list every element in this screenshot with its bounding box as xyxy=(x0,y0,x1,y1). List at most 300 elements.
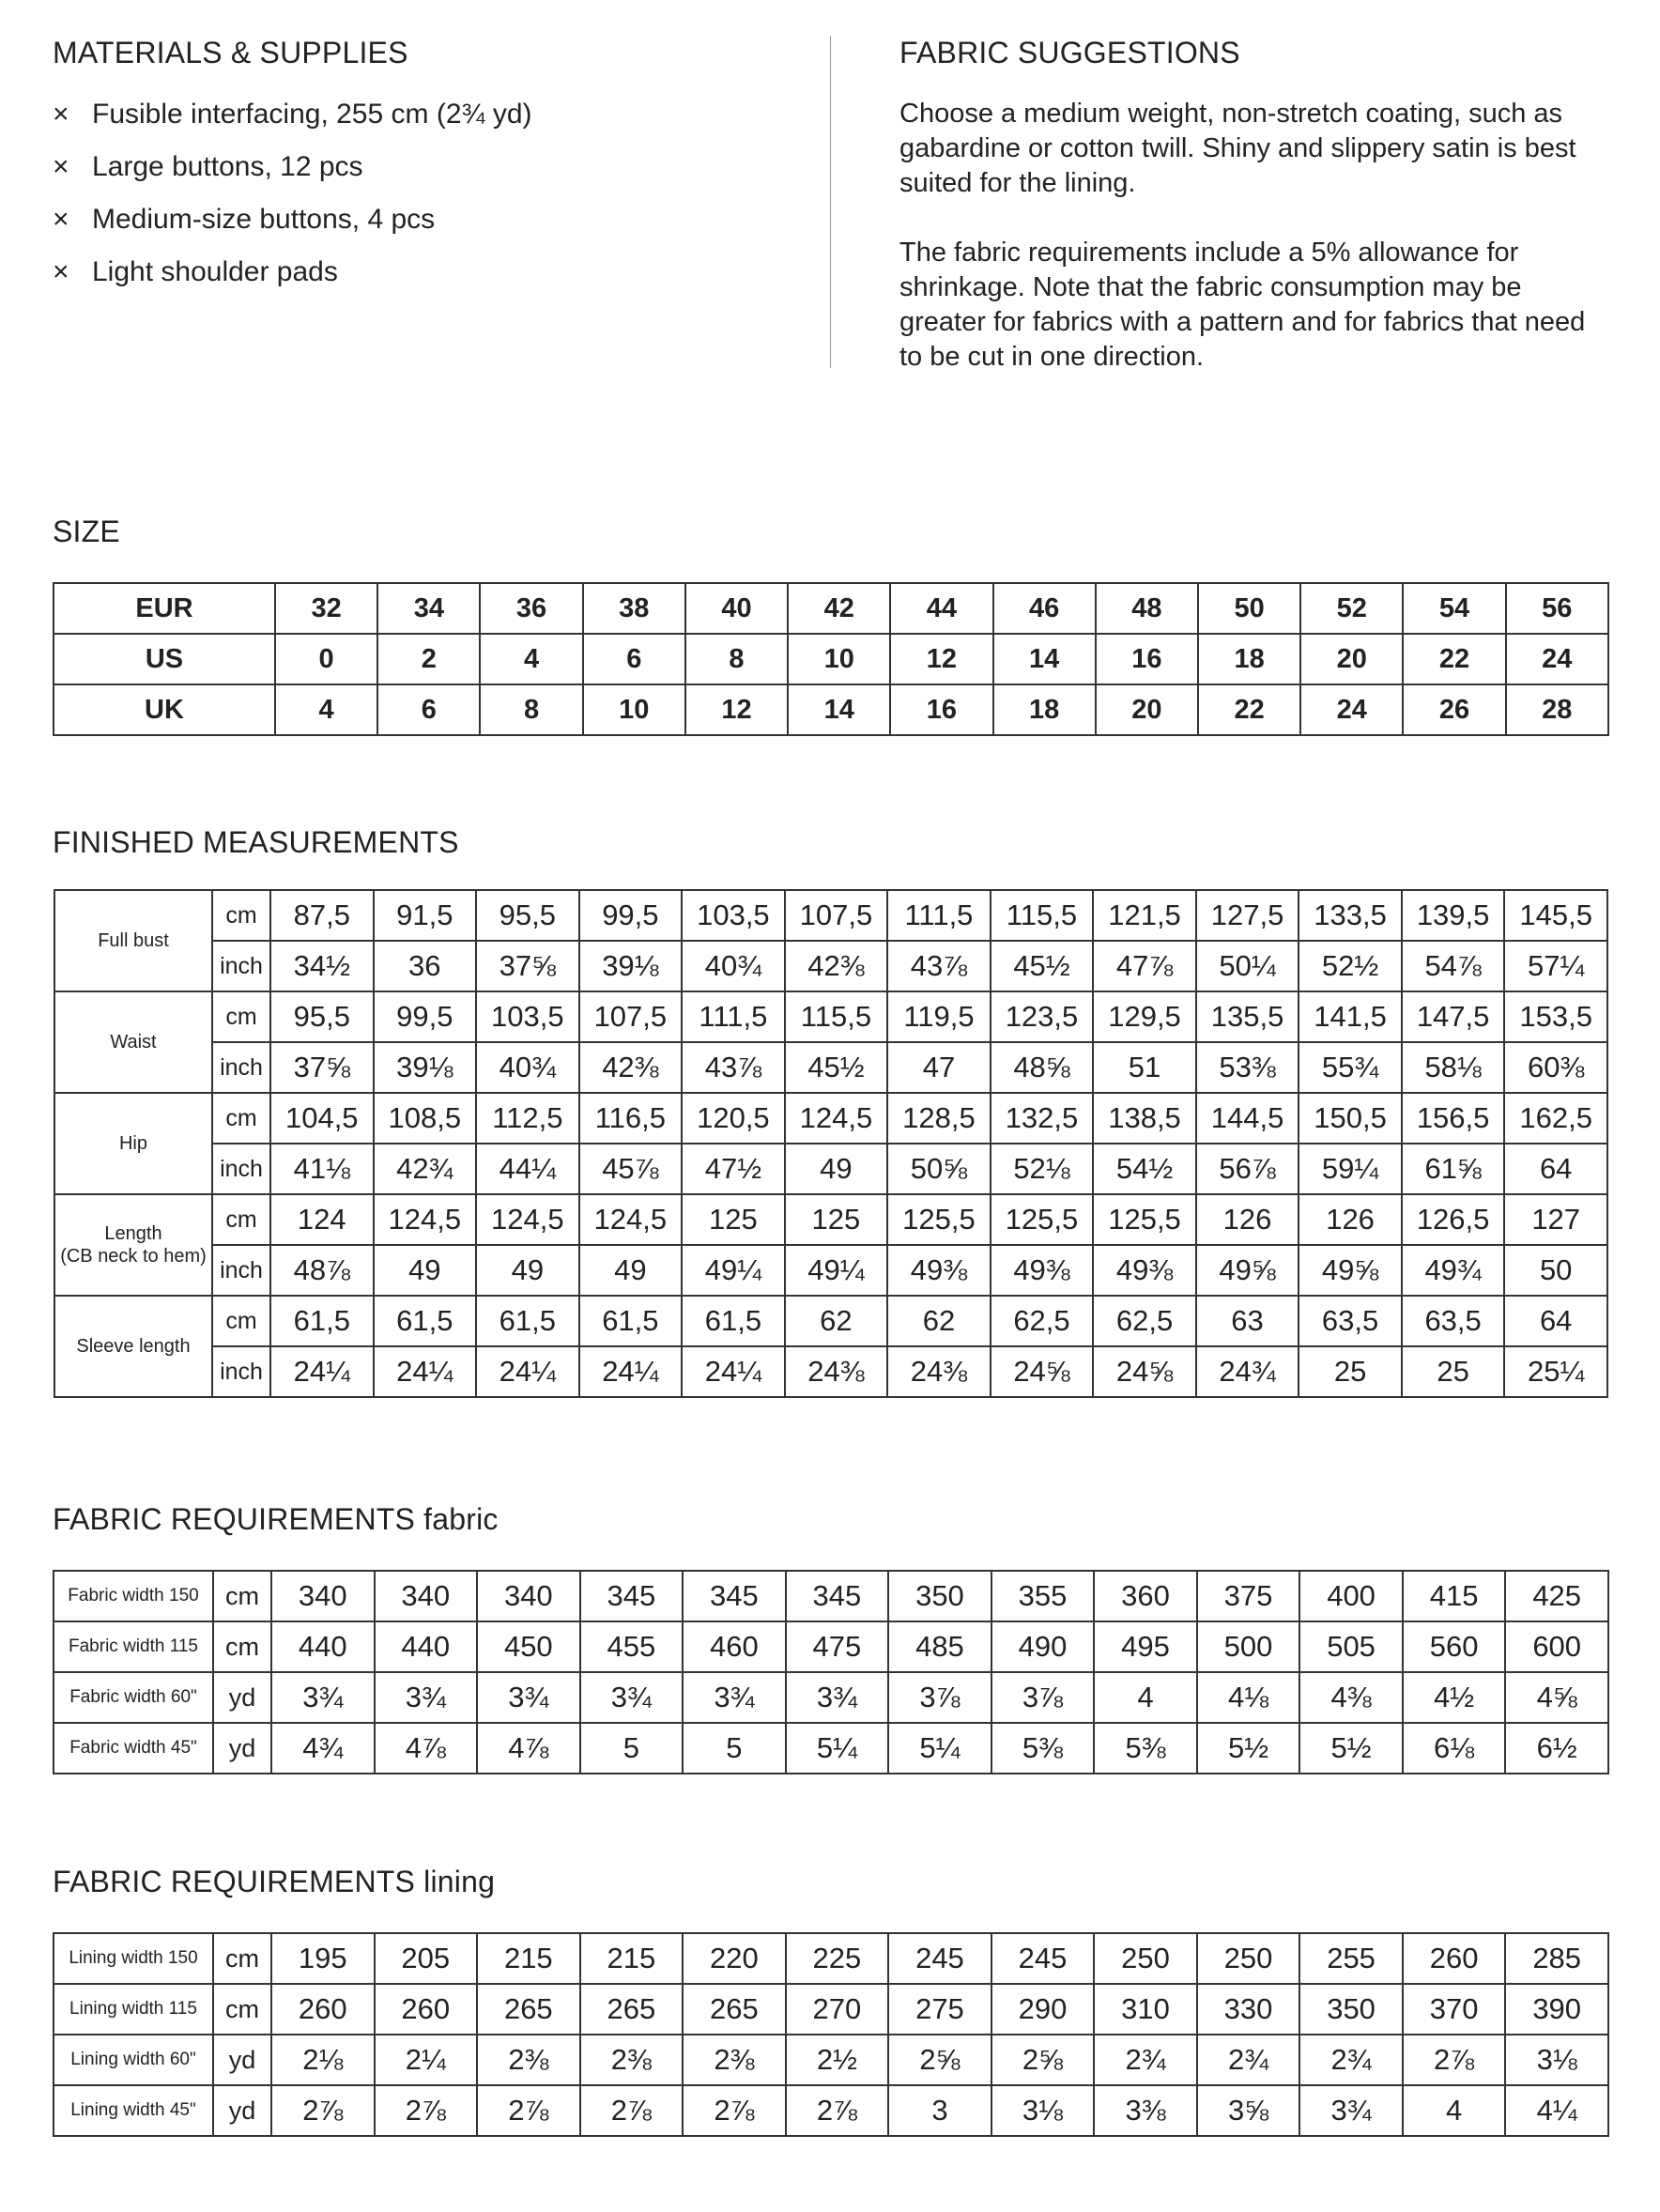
measurement-value-inch: 57¼ xyxy=(1504,941,1607,991)
measurement-value-cm: 61,5 xyxy=(270,1296,374,1346)
measurement-value-cm: 111,5 xyxy=(887,890,991,941)
size-row xyxy=(54,634,1608,684)
measurement-value-cm: 61,5 xyxy=(476,1296,579,1346)
measurement-value-inch: 24¼ xyxy=(682,1346,785,1397)
measurement-value-cm: 120,5 xyxy=(682,1093,785,1144)
size-value: 42 xyxy=(788,583,890,634)
measurement-value-inch: 42⅜ xyxy=(579,1042,683,1093)
requirement-value: 455 xyxy=(580,1621,684,1672)
unit-label: yd xyxy=(213,2035,271,2085)
measurement-value-cm: 103,5 xyxy=(682,890,785,941)
measurement-value-inch: 49 xyxy=(785,1144,888,1194)
fabric-suggestions-heading: FABRIC SUGGESTIONS xyxy=(899,36,1240,69)
measurement-row-inch xyxy=(54,1346,1607,1397)
measurement-value-cm: 127,5 xyxy=(1196,890,1299,941)
measurement-value-inch: 40¾ xyxy=(682,941,785,991)
measurement-name: Waist xyxy=(110,1032,157,1052)
measurement-value-cm: 135,5 xyxy=(1196,991,1299,1042)
measurement-value-inch: 49 xyxy=(579,1245,683,1296)
measurement-value-cm: 62 xyxy=(785,1296,888,1346)
size-value: 4 xyxy=(480,634,582,684)
measurement-value-cm: 112,5 xyxy=(476,1093,579,1144)
requirement-value: 340 xyxy=(477,1571,580,1621)
measurement-row-cm xyxy=(54,1093,1607,1144)
requirement-value: 5¼ xyxy=(888,1723,991,1774)
requirement-value: 350 xyxy=(1299,1984,1403,2035)
measurement-value-inch: 44¼ xyxy=(476,1144,579,1194)
measurement-value-cm: 145,5 xyxy=(1504,890,1607,941)
materials-heading: MATERIALS & SUPPLIES xyxy=(53,36,408,69)
measurement-value-inch: 51 xyxy=(1093,1042,1196,1093)
size-system-label: UK xyxy=(54,684,275,735)
cross-icon: × xyxy=(53,99,69,130)
lining-requirements-heading: FABRIC REQUIREMENTS lining xyxy=(53,1865,496,1898)
size-value: 12 xyxy=(890,634,992,684)
requirement-value: 290 xyxy=(991,1984,1095,2035)
measurement-value-inch: 58⅛ xyxy=(1402,1042,1505,1093)
measurement-label xyxy=(54,1093,212,1194)
requirement-value: 475 xyxy=(786,1621,889,1672)
requirement-value: 3⅛ xyxy=(991,2085,1095,2136)
measurement-value-inch: 64 xyxy=(1504,1144,1607,1194)
requirement-value: 3⅜ xyxy=(1094,2085,1197,2136)
requirement-value: 3¾ xyxy=(580,1672,684,1723)
measurement-value-cm: 132,5 xyxy=(991,1093,1094,1144)
finished-measurements-table xyxy=(54,889,1608,1398)
size-value: 28 xyxy=(1506,684,1608,735)
measurement-value-cm: 116,5 xyxy=(579,1093,683,1144)
size-heading: SIZE xyxy=(53,515,120,548)
unit-label: cm xyxy=(212,1296,270,1346)
requirement-value: 355 xyxy=(991,1571,1095,1621)
measurement-value-inch: 24⅝ xyxy=(1093,1346,1196,1397)
fabric-requirements-heading: FABRIC REQUIREMENTS fabric xyxy=(53,1502,499,1536)
requirement-value: 415 xyxy=(1403,1571,1506,1621)
requirement-value: 5 xyxy=(580,1723,684,1774)
requirement-value: 2⅜ xyxy=(477,2035,580,2085)
measurement-sublabel: (CB neck to hem) xyxy=(60,1246,207,1267)
list-item xyxy=(53,88,785,141)
measurement-value-inch: 24¼ xyxy=(579,1346,683,1397)
measurement-value-cm: 121,5 xyxy=(1093,890,1196,941)
size-value: 38 xyxy=(583,583,685,634)
measurement-value-cm: 107,5 xyxy=(579,991,683,1042)
unit-label: yd xyxy=(213,1723,271,1774)
measurement-value-inch: 24⅜ xyxy=(785,1346,888,1397)
size-value: 52 xyxy=(1300,583,1403,634)
measurement-value-cm: 125 xyxy=(785,1194,888,1245)
measurement-label xyxy=(54,1296,212,1397)
width-label: Lining width 60" xyxy=(54,2035,213,2085)
measurement-value-cm: 62,5 xyxy=(1093,1296,1196,1346)
measurement-value-inch: 49⅝ xyxy=(1196,1245,1299,1296)
measurement-value-cm: 63,5 xyxy=(1299,1296,1402,1346)
size-value: 16 xyxy=(1096,634,1198,684)
lining-requirement-row xyxy=(54,1984,1608,2035)
width-label: Lining width 115 xyxy=(54,1984,213,2035)
unit-label: inch xyxy=(212,1144,270,1194)
requirement-value: 6⅛ xyxy=(1403,1723,1506,1774)
lining-requirement-row xyxy=(54,1933,1608,1984)
list-item xyxy=(53,246,785,299)
column-divider xyxy=(830,36,831,368)
measurement-value-cm: 62 xyxy=(887,1296,991,1346)
measurement-name: Length xyxy=(104,1223,162,1244)
measurement-value-cm: 124,5 xyxy=(476,1194,579,1245)
measurement-value-cm: 108,5 xyxy=(374,1093,477,1144)
measurement-value-inch: 34½ xyxy=(270,941,374,991)
requirement-value: 270 xyxy=(786,1984,889,2035)
requirement-value: 220 xyxy=(683,1933,786,1984)
requirement-value: 255 xyxy=(1299,1933,1403,1984)
measurement-label xyxy=(54,991,212,1093)
requirement-value: 4¾ xyxy=(271,1723,375,1774)
requirement-value: 265 xyxy=(683,1984,786,2035)
requirement-value: 2¾ xyxy=(1299,2035,1403,2085)
fabric-requirement-row xyxy=(54,1571,1608,1621)
measurement-value-inch: 59¼ xyxy=(1299,1144,1402,1194)
size-row xyxy=(54,583,1608,634)
measurement-value-cm: 125,5 xyxy=(991,1194,1094,1245)
requirement-value: 3¾ xyxy=(683,1672,786,1723)
requirement-value: 4⅞ xyxy=(375,1723,478,1774)
requirement-value: 370 xyxy=(1403,1984,1506,2035)
measurement-value-cm: 62,5 xyxy=(991,1296,1094,1346)
size-value: 24 xyxy=(1300,684,1403,735)
size-table xyxy=(53,582,1609,736)
measurement-value-cm: 156,5 xyxy=(1402,1093,1505,1144)
measurement-value-cm: 126 xyxy=(1196,1194,1299,1245)
requirement-value: 345 xyxy=(683,1571,786,1621)
measurement-value-inch: 43⅞ xyxy=(887,941,991,991)
size-value: 36 xyxy=(480,583,582,634)
size-value: 44 xyxy=(890,583,992,634)
size-value: 40 xyxy=(685,583,788,634)
size-value: 10 xyxy=(788,634,890,684)
measurement-value-cm: 64 xyxy=(1504,1296,1607,1346)
measurement-value-cm: 99,5 xyxy=(579,890,683,941)
measurement-value-cm: 124,5 xyxy=(785,1093,888,1144)
requirement-value: 2⅞ xyxy=(580,2085,684,2136)
size-value: 20 xyxy=(1096,684,1198,735)
unit-label: cm xyxy=(213,1571,271,1621)
measurement-value-cm: 127 xyxy=(1504,1194,1607,1245)
requirement-value: 215 xyxy=(580,1933,684,1984)
measurement-value-inch: 49⅜ xyxy=(1093,1245,1196,1296)
size-value: 56 xyxy=(1506,583,1608,634)
measurement-value-inch: 50¼ xyxy=(1196,941,1299,991)
size-value: 16 xyxy=(890,684,992,735)
cross-icon: × xyxy=(53,256,69,287)
size-value: 46 xyxy=(993,583,1096,634)
size-value: 26 xyxy=(1403,684,1505,735)
unit-label: cm xyxy=(212,991,270,1042)
measurement-value-cm: 126 xyxy=(1299,1194,1402,1245)
requirement-value: 205 xyxy=(375,1933,478,1984)
requirement-value: 440 xyxy=(271,1621,375,1672)
measurement-value-cm: 125,5 xyxy=(887,1194,991,1245)
measurement-value-inch: 49⅝ xyxy=(1299,1245,1402,1296)
size-value: 50 xyxy=(1198,583,1300,634)
unit-label: yd xyxy=(213,2085,271,2136)
measurement-value-cm: 124,5 xyxy=(374,1194,477,1245)
requirement-value: 2⅝ xyxy=(991,2035,1095,2085)
measurement-value-inch: 45½ xyxy=(991,941,1094,991)
unit-label: inch xyxy=(212,1245,270,1296)
measurement-value-inch: 45½ xyxy=(785,1042,888,1093)
size-system-label: US xyxy=(54,634,275,684)
requirement-value: 4½ xyxy=(1403,1672,1506,1723)
size-row xyxy=(54,684,1608,735)
size-value: 18 xyxy=(1198,634,1300,684)
size-value: 6 xyxy=(377,684,480,735)
unit-label: cm xyxy=(212,1194,270,1245)
requirement-value: 375 xyxy=(1197,1571,1300,1621)
size-value: 10 xyxy=(583,684,685,735)
requirement-value: 505 xyxy=(1299,1621,1403,1672)
measurement-row-inch xyxy=(54,1245,1607,1296)
measurement-value-inch: 47⅞ xyxy=(1093,941,1196,991)
measurement-value-inch: 47½ xyxy=(682,1144,785,1194)
measurement-value-inch: 47 xyxy=(887,1042,991,1093)
requirement-value: 3¾ xyxy=(786,1672,889,1723)
measurement-value-inch: 42¾ xyxy=(374,1144,477,1194)
measurement-value-inch: 49¼ xyxy=(785,1245,888,1296)
measurement-value-inch: 41⅛ xyxy=(270,1144,374,1194)
measurement-value-cm: 99,5 xyxy=(374,991,477,1042)
size-value: 48 xyxy=(1096,583,1198,634)
measurement-value-cm: 107,5 xyxy=(785,890,888,941)
fabric-suggestions-paragraph-1: Choose a medium weight, non-stretch coating, such as gabardine or cotton twill. Shiny and slippery satin is best suited for the lining. xyxy=(899,99,1576,198)
measurement-value-inch: 36 xyxy=(374,941,477,991)
measurement-value-inch: 24⅝ xyxy=(991,1346,1094,1397)
measurement-row-cm xyxy=(54,1296,1607,1346)
size-value: 14 xyxy=(993,634,1096,684)
measurement-value-inch: 48⅝ xyxy=(991,1042,1094,1093)
requirement-value: 450 xyxy=(477,1621,580,1672)
size-value: 20 xyxy=(1300,634,1403,684)
requirement-value: 2⅞ xyxy=(683,2085,786,2136)
requirement-value: 265 xyxy=(477,1984,580,2035)
measurement-value-cm: 61,5 xyxy=(374,1296,477,1346)
requirement-value: 3¾ xyxy=(271,1672,375,1723)
measurement-label xyxy=(54,1194,212,1296)
requirement-value: 4¼ xyxy=(1505,2085,1608,2136)
measurement-value-cm: 133,5 xyxy=(1299,890,1402,941)
width-label: Fabric width 150 xyxy=(54,1571,213,1621)
size-value: 0 xyxy=(275,634,377,684)
measurement-value-inch: 52⅛ xyxy=(991,1144,1094,1194)
measurement-value-inch: 37⅝ xyxy=(476,941,579,991)
requirement-value: 5½ xyxy=(1299,1723,1403,1774)
requirement-value: 245 xyxy=(888,1933,991,1984)
requirement-value: 245 xyxy=(991,1933,1095,1984)
measurement-value-cm: 95,5 xyxy=(270,991,374,1042)
size-value: 12 xyxy=(685,684,788,735)
measurement-value-cm: 153,5 xyxy=(1504,991,1607,1042)
measurement-value-inch: 49 xyxy=(374,1245,477,1296)
requirement-value: 340 xyxy=(271,1571,375,1621)
size-value: 4 xyxy=(275,684,377,735)
measurement-value-cm: 95,5 xyxy=(476,890,579,941)
requirement-value: 460 xyxy=(683,1621,786,1672)
measurement-label xyxy=(54,890,212,991)
measurement-value-cm: 111,5 xyxy=(682,991,785,1042)
measurement-value-cm: 147,5 xyxy=(1402,991,1505,1042)
requirement-value: 215 xyxy=(477,1933,580,1984)
measurement-value-inch: 49⅜ xyxy=(887,1245,991,1296)
requirement-value: 5¼ xyxy=(786,1723,889,1774)
lining-requirement-row xyxy=(54,2035,1608,2085)
width-label: Fabric width 60" xyxy=(54,1672,213,1723)
requirement-value: 3⅞ xyxy=(991,1672,1095,1723)
requirement-value: 4 xyxy=(1094,1672,1197,1723)
requirement-value: 3¾ xyxy=(1299,2085,1403,2136)
list-item-label: Light shoulder pads xyxy=(92,256,338,287)
measurement-value-cm: 125 xyxy=(682,1194,785,1245)
requirement-value: 4⅛ xyxy=(1197,1672,1300,1723)
measurement-value-inch: 24¾ xyxy=(1196,1346,1299,1397)
measurement-value-cm: 124 xyxy=(270,1194,374,1245)
measurement-value-cm: 91,5 xyxy=(374,890,477,941)
requirement-value: 495 xyxy=(1094,1621,1197,1672)
measurement-value-cm: 61,5 xyxy=(682,1296,785,1346)
measurement-value-inch: 45⅞ xyxy=(579,1144,683,1194)
requirement-value: 440 xyxy=(375,1621,478,1672)
measurement-value-cm: 123,5 xyxy=(991,991,1094,1042)
measurement-row-cm xyxy=(54,991,1607,1042)
measurement-value-inch: 49¾ xyxy=(1402,1245,1505,1296)
unit-label: yd xyxy=(213,1672,271,1723)
measurement-value-inch: 42⅜ xyxy=(785,941,888,991)
requirement-value: 3⅛ xyxy=(1505,2035,1608,2085)
measurement-row-inch xyxy=(54,1144,1607,1194)
requirement-value: 2¾ xyxy=(1197,2035,1300,2085)
size-value: 18 xyxy=(993,684,1096,735)
unit-label: inch xyxy=(212,941,270,991)
requirement-value: 265 xyxy=(580,1984,684,2035)
measurement-name: Full bust xyxy=(98,930,169,951)
measurement-value-cm: 162,5 xyxy=(1504,1093,1607,1144)
measurement-value-inch: 49 xyxy=(476,1245,579,1296)
size-value: 22 xyxy=(1198,684,1300,735)
measurement-value-inch: 61⅝ xyxy=(1402,1144,1505,1194)
requirement-value: 560 xyxy=(1403,1621,1506,1672)
size-value: 14 xyxy=(788,684,890,735)
measurement-value-inch: 52½ xyxy=(1299,941,1402,991)
requirement-value: 260 xyxy=(271,1984,375,2035)
requirement-value: 275 xyxy=(888,1984,991,2035)
fabric-suggestions-paragraph-2: The fabric requirements include a 5% allowance for shrinkage. Note that the fabric consumption may be greater for fabrics with a pattern and for fabrics that need to be cut in one direction. xyxy=(899,238,1586,372)
measurement-row-cm xyxy=(54,890,1607,941)
requirement-value: 2⅞ xyxy=(786,2085,889,2136)
width-label: Lining width 45" xyxy=(54,2085,213,2136)
measurement-value-cm: 126,5 xyxy=(1402,1194,1505,1245)
measurement-value-inch: 24⅜ xyxy=(887,1346,991,1397)
measurement-name: Sleeve length xyxy=(76,1336,191,1357)
list-item xyxy=(53,193,785,246)
measurement-value-inch: 54⅞ xyxy=(1402,941,1505,991)
requirement-value: 3 xyxy=(888,2085,991,2136)
fabric-requirements-table xyxy=(53,1570,1609,1774)
size-system-label: EUR xyxy=(54,583,275,634)
measurement-value-inch: 54½ xyxy=(1093,1144,1196,1194)
measurement-value-inch: 39⅛ xyxy=(374,1042,477,1093)
requirement-value: 260 xyxy=(1403,1933,1506,1984)
width-label: Fabric width 115 xyxy=(54,1621,213,1672)
measurement-value-cm: 128,5 xyxy=(887,1093,991,1144)
unit-label: cm xyxy=(213,1984,271,2035)
measurement-value-cm: 61,5 xyxy=(579,1296,683,1346)
requirement-value: 2⅛ xyxy=(271,2035,375,2085)
requirement-value: 600 xyxy=(1505,1621,1608,1672)
materials-list xyxy=(53,88,785,299)
cross-icon: × xyxy=(53,204,69,235)
measurement-value-cm: 103,5 xyxy=(476,991,579,1042)
measurement-value-cm: 115,5 xyxy=(991,890,1094,941)
requirement-value: 350 xyxy=(888,1571,991,1621)
requirement-value: 2½ xyxy=(786,2035,889,2085)
lining-requirements-table xyxy=(53,1932,1609,2137)
measurement-value-inch: 37⅝ xyxy=(270,1042,374,1093)
measurement-row-inch xyxy=(54,941,1607,991)
requirement-value: 345 xyxy=(580,1571,684,1621)
requirement-value: 2¼ xyxy=(375,2035,478,2085)
requirement-value: 5⅜ xyxy=(1094,1723,1197,1774)
fabric-requirement-row xyxy=(54,1723,1608,1774)
requirement-value: 360 xyxy=(1094,1571,1197,1621)
width-label: Fabric width 45" xyxy=(54,1723,213,1774)
requirement-value: 310 xyxy=(1094,1984,1197,2035)
requirement-value: 485 xyxy=(888,1621,991,1672)
measurement-value-inch: 39⅛ xyxy=(579,941,683,991)
measurement-value-cm: 63 xyxy=(1196,1296,1299,1346)
measurement-value-cm: 63,5 xyxy=(1402,1296,1505,1346)
requirement-value: 4 xyxy=(1403,2085,1506,2136)
size-value: 54 xyxy=(1403,583,1505,634)
list-item-label: Large buttons, 12 pcs xyxy=(92,151,363,182)
measurement-value-inch: 56⅞ xyxy=(1196,1144,1299,1194)
list-item xyxy=(53,141,785,193)
unit-label: cm xyxy=(212,1093,270,1144)
requirement-value: 2⅝ xyxy=(888,2035,991,2085)
requirement-value: 3¾ xyxy=(375,1672,478,1723)
measurement-value-inch: 24¼ xyxy=(374,1346,477,1397)
measurement-value-inch: 43⅞ xyxy=(682,1042,785,1093)
requirement-value: 4⅝ xyxy=(1505,1672,1608,1723)
fabric-requirement-row xyxy=(54,1621,1608,1672)
size-value: 6 xyxy=(583,634,685,684)
requirement-value: 330 xyxy=(1197,1984,1300,2035)
measurement-value-cm: 129,5 xyxy=(1093,991,1196,1042)
requirement-value: 4⅜ xyxy=(1299,1672,1403,1723)
measurement-value-inch: 48⅞ xyxy=(270,1245,374,1296)
size-value: 24 xyxy=(1506,634,1608,684)
list-item-label: Fusible interfacing, 255 cm (2¾ yd) xyxy=(92,99,532,130)
size-value: 32 xyxy=(275,583,377,634)
size-value: 34 xyxy=(377,583,480,634)
unit-label: cm xyxy=(213,1933,271,1984)
requirement-value: 6½ xyxy=(1505,1723,1608,1774)
measurement-name: Hip xyxy=(118,1133,147,1154)
finished-measurements-heading: FINISHED MEASUREMENTS xyxy=(53,825,459,859)
measurement-value-cm: 87,5 xyxy=(270,890,374,941)
measurement-value-cm: 139,5 xyxy=(1402,890,1505,941)
measurement-value-cm: 138,5 xyxy=(1093,1093,1196,1144)
requirement-value: 5⅜ xyxy=(991,1723,1095,1774)
requirement-value: 345 xyxy=(786,1571,889,1621)
measurement-value-inch: 60⅜ xyxy=(1504,1042,1607,1093)
